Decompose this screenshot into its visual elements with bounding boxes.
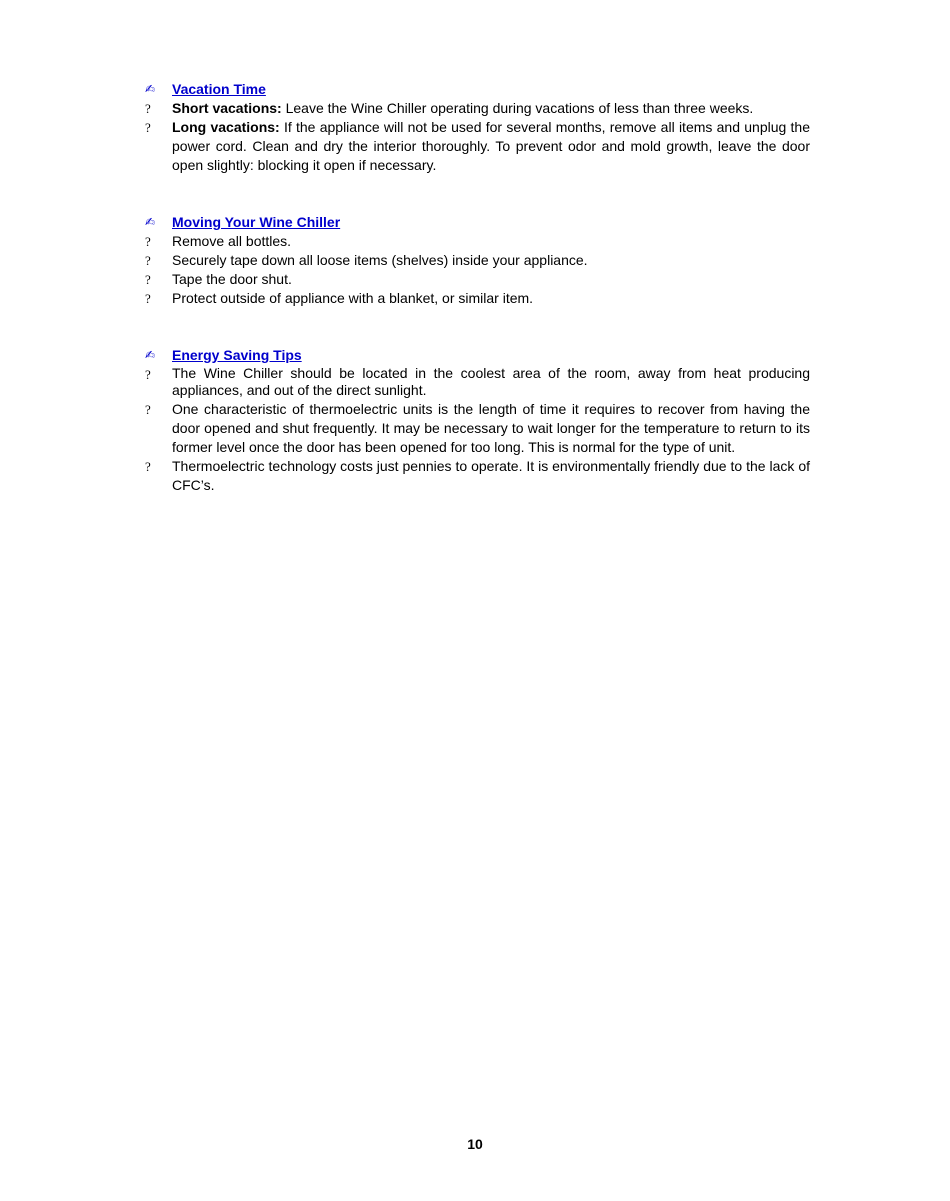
writing-hand-icon: ✍: [145, 82, 156, 96]
item-text: The Wine Chiller should be located in the coolest area of the room, away from heat producing appliances, and out of the direct sunlight.: [172, 365, 810, 398]
list-item: [145, 289, 810, 308]
section-heading: [145, 346, 810, 365]
bullet-marker: ?: [145, 291, 151, 306]
section-energy-saving-tips: [145, 346, 810, 495]
energy-heading: Energy Saving Tips: [172, 347, 302, 363]
list-item: [145, 457, 810, 495]
item-text: Remove all bottles.: [172, 233, 292, 249]
vacation-time-heading: Vacation Time: [172, 81, 266, 97]
item-text: Tape the door shut.: [172, 271, 292, 287]
page-number: 10: [467, 1136, 483, 1152]
list-item: [145, 251, 810, 270]
section-moving-wine-chiller: [145, 213, 810, 308]
bullet-marker: ?: [145, 234, 151, 249]
writing-hand-icon: ✍: [145, 215, 156, 229]
item-lead: Short vacations:: [172, 100, 282, 116]
list-item: [145, 99, 810, 118]
bullet-marker: ?: [145, 120, 151, 135]
moving-heading: Moving Your Wine Chiller: [172, 214, 341, 230]
list-item: [145, 118, 810, 175]
section-heading: [145, 80, 810, 99]
bullet-marker: ?: [145, 101, 151, 116]
bullet-marker: ?: [145, 253, 151, 268]
bullet-marker: ?: [145, 459, 151, 474]
list-item: [145, 400, 810, 457]
item-text: Leave the Wine Chiller operating during vacations of less than three weeks.: [281, 100, 754, 116]
item-text: If the appliance will not be used for several months, remove all items and unplug the power cord. Clean and dry the interior thoroughly. To prevent odor and mold growth, leave the door open slightly: blocking it open if necessary.: [172, 119, 810, 173]
item-lead: Long vacations:: [172, 119, 280, 135]
item-text: Thermoelectric technology costs just pennies to operate. It is environmentally friendly due to the lack of CFC’s.: [172, 458, 810, 493]
list-item: [145, 365, 810, 399]
item-text: Protect outside of appliance with a blanket, or similar item.: [172, 290, 534, 306]
section-vacation-time: [145, 80, 810, 175]
bullet-marker: ?: [145, 272, 151, 287]
section-heading: [145, 213, 810, 232]
item-text: One characteristic of thermoelectric units is the length of time it requires to recover from having the door opened and shut frequently. It may be necessary to wait longer for the temperature to return to its former level once the door has been opened for too long. This is normal for the type of unit.: [172, 401, 810, 455]
list-item: [145, 270, 810, 289]
bullet-marker: ?: [145, 402, 151, 417]
writing-hand-icon: ✍: [145, 348, 156, 362]
item-text: Securely tape down all loose items (shelves) inside your appliance.: [172, 252, 588, 268]
list-item: [145, 232, 810, 251]
bullet-marker: ?: [145, 367, 151, 382]
